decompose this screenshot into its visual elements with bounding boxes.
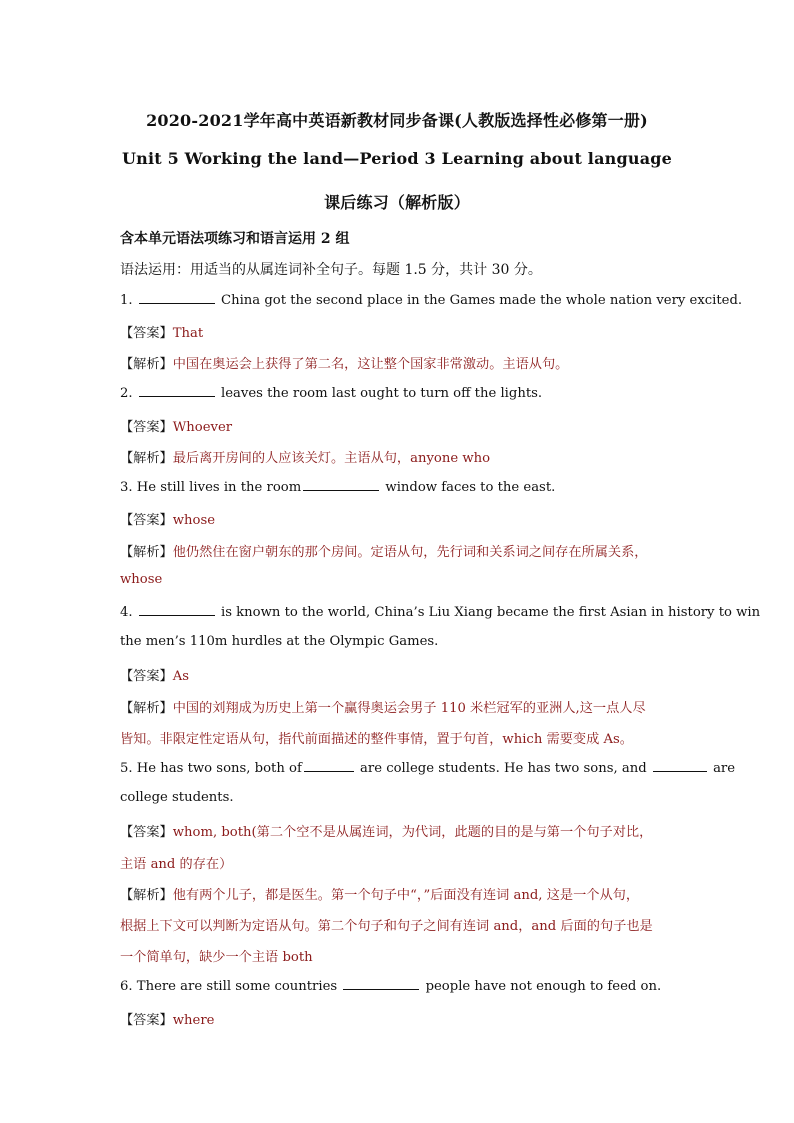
analysis-label: 【解析】 [120,357,173,372]
analysis-5-cont: 根据上下文可以判断为定语从句。第二个句子和句子之间有连词 and，and 后面的句子也是 [120,919,653,934]
answer-6 [120,1009,680,1028]
question-text: is known to the world, China’s Liu Xiang became the first Asian in history to win [221,605,761,620]
question-4-cont: the men’s 110m hurdles at the Olympic Games. [120,634,439,649]
analysis-1 [120,353,680,372]
answer-text: whose [172,513,216,528]
question-1 [120,291,743,308]
answer-label: 【答案】 [120,326,173,341]
analysis-label: 【解析】 [120,451,173,466]
answer-4 [120,665,680,684]
question-text: China got the second place in the Games made the whole nation very excited. [221,293,743,308]
answer-blank [343,977,419,990]
analysis-4-cont: 皆知。非限定性定语从句，指代前面描述的整件事情，置于句首，which 需要变成 As。 [120,732,633,747]
question-4 [120,603,761,620]
answer-text: where [172,1013,215,1028]
document-subtitle: Unit 5 Working the land—Period 3 Learning about language [121,149,673,168]
question-text: leaves the room last ought to turn off the lights. [221,386,543,401]
answer-label: 【答案】 [120,1013,173,1028]
answer-text: That [172,326,204,341]
analysis-5-cont-2: 一个简单句，缺少一个主语 both [120,950,313,965]
question-number: 2. [120,386,133,401]
analysis-2 [120,447,680,466]
analysis-label: 【解析】 [120,701,173,716]
question-6 [120,977,680,994]
answer-blank [139,384,215,397]
question-2 [120,384,680,401]
answer-blank [303,478,379,491]
section-instruction: 语法运用：用适当的从属连词补全句子。每题 1.5 分，共计 30 分。 [120,262,542,278]
answer-5 [120,821,680,840]
analysis-label: 【解析】 [120,545,173,560]
answer-text: whom, both(第二个空不是从属连词，为代词，此题的目的是与第一个句子对比， [172,825,653,840]
question-3 [120,478,680,495]
analysis-label: 【解析】 [120,888,173,903]
answer-2 [120,416,680,435]
question-text-end: people have not enough to feed on. [425,979,662,994]
answer-1 [120,322,680,341]
answer-text: As [172,669,190,684]
question-text-mid: are college students. He has two sons, and [360,761,647,776]
analysis-text: 中国的刘翔成为历史上第一个赢得奥运会男子 110 米栏冠军的亚洲人,这一点人尽 [172,701,646,716]
answer-blank [139,603,215,616]
answer-label: 【答案】 [120,825,173,840]
section-heading: 含本单元语法项练习和语言运用 2 组 [120,231,350,247]
question-text: 6. There are still some countries [120,979,338,994]
question-5 [120,759,736,776]
answer-text: Whoever [172,420,233,435]
analysis-text: 中国在奥运会上获得了第二名，这让整个国家非常激动。主语从句。 [172,357,569,372]
question-text-end: window faces to the east. [385,480,556,495]
answer-label: 【答案】 [120,513,173,528]
analysis-text: 最后离开房间的人应该关灯。主语从句，anyone who [172,451,491,466]
answer-blank-2 [653,759,707,772]
answer-label: 【答案】 [120,420,173,435]
answer-label: 【答案】 [120,669,173,684]
answer-5-cont: 主语 and 的存在） [120,857,233,872]
analysis-text: 他仍然住在窗户朝东的那个房间。定语从句，先行词和关系词之间存在所属关系， [172,545,648,560]
analysis-3-cont: whose [120,572,163,587]
document-subtitle-2: 课后练习（解析版） [324,193,470,212]
question-text: 5. He has two sons, both of [120,761,302,776]
answer-3 [120,509,680,528]
question-text-end: are [713,761,736,776]
analysis-5 [120,884,680,903]
question-number: 1. [120,293,133,308]
answer-blank [139,291,215,304]
analysis-4 [120,697,680,716]
analysis-3 [120,541,680,560]
document-title: 2020-2021学年高中英语新教材同步备课(人教版选择性必修第一册) [146,111,648,130]
analysis-text: 他有两个儿子，都是医生。第一个句子中“，”后面没有连词 and, 这是一个从句， [172,888,640,903]
answer-blank [304,759,354,772]
question-5-cont: college students. [120,790,234,805]
question-number: 4. [120,605,133,620]
question-text: 3. He still lives in the room [120,480,302,495]
